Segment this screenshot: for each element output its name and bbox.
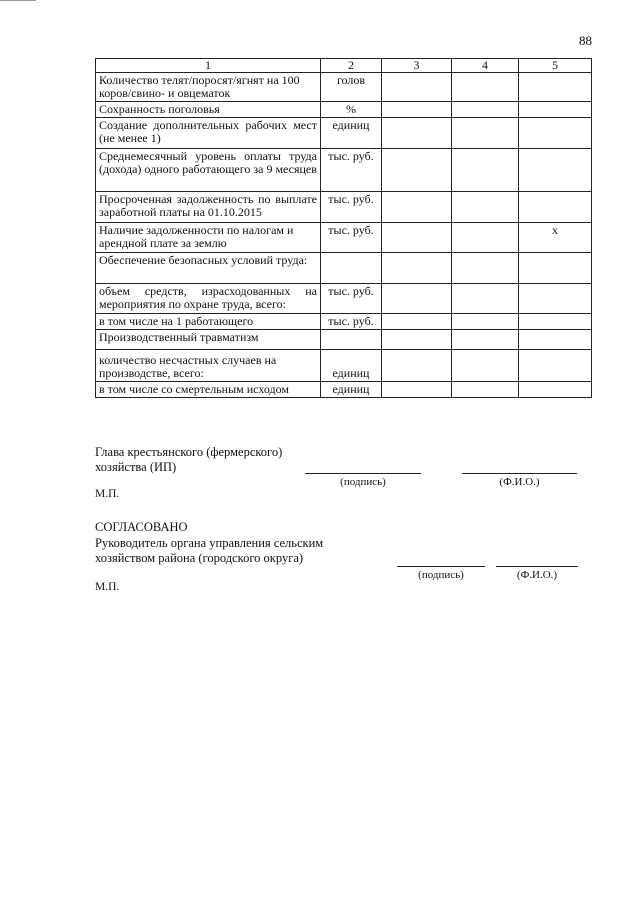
table-row bbox=[96, 223, 592, 253]
row-value-col3 bbox=[382, 382, 452, 398]
row-value-col4 bbox=[452, 192, 519, 223]
row-value-col5 bbox=[519, 118, 592, 149]
agency-head-name-caption: (Ф.И.О.) bbox=[516, 569, 558, 581]
row-label: в том числе на 1 работающего bbox=[96, 314, 321, 330]
row-value-col4 bbox=[452, 314, 519, 330]
page-number: 88 bbox=[579, 33, 592, 48]
row-label: Просроченная задолженность по выплате заработной платы на 01.10.2015 bbox=[96, 192, 321, 223]
indicators-table bbox=[95, 58, 592, 398]
row-label: Производственный травматизм bbox=[96, 330, 321, 350]
row-value-col4 bbox=[452, 102, 519, 118]
row-unit: тыс. руб. bbox=[321, 149, 382, 192]
row-unit: тыс. руб. bbox=[321, 192, 382, 223]
row-value-col4 bbox=[452, 223, 519, 253]
table-row bbox=[96, 118, 592, 149]
farm-head-title-line1: Глава крестьянского (фермерского) bbox=[95, 445, 283, 459]
row-value-col5 bbox=[519, 314, 592, 330]
row-unit bbox=[321, 253, 382, 284]
row-label: количество несчастных случаев на производстве, всего: bbox=[96, 350, 321, 382]
farm-head-name-line bbox=[462, 473, 577, 474]
scan-margin-mark bbox=[0, 0, 36, 1]
row-unit: тыс. руб. bbox=[321, 223, 382, 253]
row-value-col3 bbox=[382, 118, 452, 149]
farm-head-title-line2: хозяйства (ИП) bbox=[95, 460, 177, 474]
row-value-col5 bbox=[519, 382, 592, 398]
header-col-2: 2 bbox=[321, 59, 382, 73]
agency-head-title-line2: хозяйством района (городского округа) bbox=[95, 551, 304, 565]
row-label: Сохранность поголовья bbox=[96, 102, 321, 118]
row-value-col3 bbox=[382, 314, 452, 330]
table-row bbox=[96, 382, 592, 398]
agency-head-stamp-place: М.П. bbox=[95, 581, 120, 593]
row-unit: голов bbox=[321, 73, 382, 102]
row-label: в том числе со смертельным исходом bbox=[96, 382, 321, 398]
row-label: Среднемесячный уровень оплаты труда (дохода) одного работающего за 9 месяцев bbox=[96, 149, 321, 192]
row-value-col4 bbox=[452, 382, 519, 398]
farm-head-name-caption: (Ф.И.О.) bbox=[499, 476, 540, 488]
farm-head-stamp-place: М.П. bbox=[95, 488, 120, 500]
table-row bbox=[96, 253, 592, 284]
header-col-1: 1 bbox=[96, 59, 321, 73]
table-row bbox=[96, 284, 592, 314]
row-value-col5 bbox=[519, 284, 592, 314]
table-row bbox=[96, 149, 592, 192]
row-value-col3 bbox=[382, 192, 452, 223]
farm-head-signature-caption: (подпись) bbox=[340, 476, 386, 488]
table-row bbox=[96, 102, 592, 118]
row-value-col3 bbox=[382, 223, 452, 253]
row-value-col5: x bbox=[519, 223, 592, 253]
row-value-col4 bbox=[452, 118, 519, 149]
table-row bbox=[96, 330, 592, 350]
row-value-col3 bbox=[382, 284, 452, 314]
row-label: Количество телят/поросят/ягнят на 100 коров/свино- и овцематок bbox=[96, 73, 321, 102]
table-row bbox=[96, 350, 592, 382]
row-value-col5 bbox=[519, 149, 592, 192]
agency-head-signature-line bbox=[397, 566, 485, 567]
row-label: Наличие задолженности по налогам и арендной плате за землю bbox=[96, 223, 321, 253]
row-unit bbox=[321, 330, 382, 350]
row-value-col3 bbox=[382, 350, 452, 382]
row-unit: тыс. руб. bbox=[321, 314, 382, 330]
row-unit: единиц bbox=[321, 382, 382, 398]
approval-heading: СОГЛАСОВАНО bbox=[95, 520, 188, 534]
table-row bbox=[96, 192, 592, 223]
row-value-col5 bbox=[519, 330, 592, 350]
row-value-col3 bbox=[382, 149, 452, 192]
row-unit: единиц bbox=[321, 118, 382, 149]
row-value-col5 bbox=[519, 73, 592, 102]
row-value-col4 bbox=[452, 253, 519, 284]
row-value-col4 bbox=[452, 149, 519, 192]
agency-head-signature-caption: (подпись) bbox=[418, 569, 464, 581]
row-value-col3 bbox=[382, 73, 452, 102]
row-label: объем средств, израсходованных на мероприятия по охране труда, всего: bbox=[96, 284, 321, 314]
agency-head-name-line bbox=[496, 566, 578, 567]
row-value-col4 bbox=[452, 284, 519, 314]
row-value-col5 bbox=[519, 253, 592, 284]
table-row bbox=[96, 73, 592, 102]
row-value-col3 bbox=[382, 253, 452, 284]
row-label: Создание дополнительных рабочих мест (не менее 1) bbox=[96, 118, 321, 149]
row-value-col4 bbox=[452, 73, 519, 102]
agency-head-title-line1: Руководитель органа управления сельским bbox=[95, 536, 324, 550]
header-col-4: 4 bbox=[452, 59, 519, 73]
header-col-3: 3 bbox=[382, 59, 452, 73]
row-value-col3 bbox=[382, 102, 452, 118]
row-value-col5 bbox=[519, 102, 592, 118]
row-unit: тыс. руб. bbox=[321, 284, 382, 314]
row-value-col4 bbox=[452, 350, 519, 382]
row-value-col5 bbox=[519, 350, 592, 382]
table-row bbox=[96, 314, 592, 330]
row-label: Обеспечение безопасных условий труда: bbox=[96, 253, 321, 284]
row-unit: единиц bbox=[321, 350, 382, 382]
table-header-row bbox=[96, 59, 592, 73]
row-unit: % bbox=[321, 102, 382, 118]
row-value-col3 bbox=[382, 330, 452, 350]
row-value-col5 bbox=[519, 192, 592, 223]
header-col-5: 5 bbox=[519, 59, 592, 73]
farm-head-signature-line bbox=[305, 473, 421, 474]
row-value-col4 bbox=[452, 330, 519, 350]
